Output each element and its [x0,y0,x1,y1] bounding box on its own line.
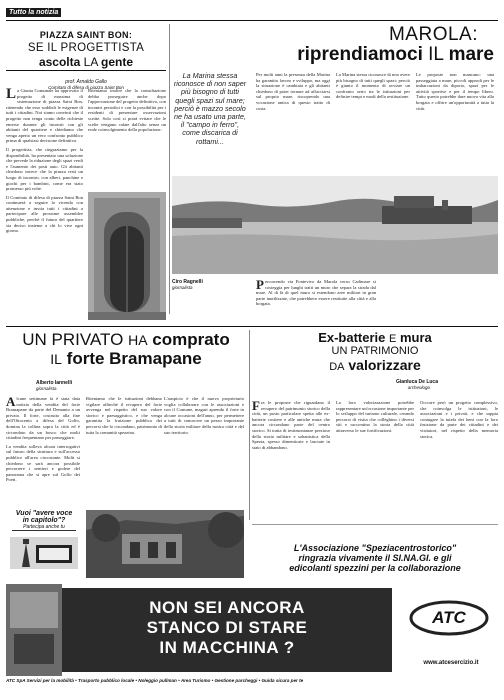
drop-cap: P [256,279,264,292]
marola-bay-photo [172,176,498,274]
forte-paragraph: L'auspicio è che il nuovo proprietario voglia collaborare con le associazioni e con il Comune, magari aprendo il forte in alcune occasioni dell'anno, per permettere a tutti di conoscere un pezzo importante della storia militare della nostra città e del suo territorio. [164,396,244,435]
left-paragraph: Il progettista, che ringraziamo per la disponibilità, ha presentato una soluzione che prevede la riduzione degli spazi verdi e l'aumento dei posti auto. Gli abitanti chiedono invece che la piazza resti un luogo di incontro, con alberi, panchine e giochi per i bambini, come era stato promesso più volte. [6,146,83,192]
drop-cap: L [6,88,17,102]
thanks-line-2: ringrazia vivamente il SI.NA.GI. e gli [298,553,452,563]
atc-logo-text: ATC [432,608,466,627]
left-kicker: PIAZZA SAINT BON: [39,30,133,40]
lighthouse-icon [6,533,82,571]
left-article [6,30,166,320]
forte-col-3 [164,396,244,506]
left-affiliation: Comitato di difesa di piazza Saint Bon [48,85,124,90]
right-text-1: ercorrendo via Fontevivo da Marola verso Cadimare si costeggia per lunghi tratti un muro che separa la strada dal mare. Al di là di quel muro si estendono aree militari in gran parte inutilizzate, che potrebbero essere restituite alla città e alla borgata. [256,279,376,307]
forte-col-1 [6,396,80,506]
ad-line-3: IN MACCHINA ? [159,638,295,657]
batterie-paragraph: Occorre però un progetto complessivo, che coinvolga le istituzioni, le associazioni e i privati, e che sappia coniugare la tutela dei beni con la loro fruizione da parte dei cittadini e dei visitatori, nel rispetto della memoria storica. [420,400,498,439]
right-paragraph: Per molti anni la presenza della Marina ha garantito lavoro e sviluppo, ma oggi la situazione è cambiata e gli abitanti chiedono di poter tornare ad affacciarsi sul proprio mare, riscoprendo una vocazione antica di questo tratto di costa. [256,72,330,111]
left-text-1: a Giunta Comunale ha approvato il progetto di massima di sistemazione di piazza Saint Bon, ritenendo che esso soddisfi le esigenze di tutti i cittadini. Noi siamo convinti che il progetto non tenga conto delle richieste emerse durante gli incontri con gli abitanti del quartiere e chiediamo che venga aperto un vero confronto pubblico prima di qualsiasi decisione definitiva. [6,88,83,144]
left-headline-1: SE IL PROGETTISTA [27,42,145,54]
thanks-box [252,524,498,582]
forte-headline-word-4: IL [50,351,62,367]
left-col-1 [6,88,83,318]
left-col-2 [88,88,166,188]
batterie-headline-word-1: Ex-batterie [318,330,386,345]
forte-headline-word-3: comprato [152,330,230,349]
left-paragraph: Riteniamo inoltre che la consultazione debba proseguire anche dopo l'approvazione del progetto definitivo, con incontri periodici e con la possibilità per i residenti di presentare osservazioni scritte. Solo così si potrà evitare che le scelte vengano calate dall'alto senza un reale coinvolgimento della popolazione. [88,88,166,133]
right-headline-word-1: riprendiamoci [297,44,423,65]
section-tag: Tutto la notizia [6,8,61,17]
batterie-col-1 [252,400,330,518]
left-byline: prof. Arnaldo Gallo [65,79,107,85]
forte-col-2 [86,396,162,506]
section-rule [6,326,498,327]
right-col-1 [256,279,376,319]
right-pullquote: La Marina stessa riconosce di non saper più bisogno di tutti quegli spazi sul mare; perciò è mazzo secolo ne ha usato una parte, il "campo in ferro", come discarica di rottami... [173,71,247,146]
batterie-headline-word-2: E [389,333,397,345]
forte-paragraph: Riteniamo che le istituzioni debbano vigilare affinché il recupero del forte avvenga nel rispetto del suo valore storico e paesaggistico, e che venga garantita la fruizione pubblica dei percorsi che lo circondano, patrimonio di tutta la comunità spezzina. [86,396,162,435]
building-photo [88,192,166,320]
ad-line-2: STANCO DI STARE [146,618,308,637]
ad-url[interactable]: www.atcesercizio.it [423,660,479,666]
drop-cap: F [252,400,260,413]
column-divider [169,24,170,314]
forte-paragraph: La vendita solleva alcuni interrogativi sul futuro della struttura e sull'accesso pubblico all'area circostante. Molti si chiedono se sarà ancora possibile percorrere i sentieri e godere del panorama che si apre sul Golfo dei Poeti. [6,443,80,483]
right-author: Ciro Ragnelli [172,279,203,285]
forte-byline-role: giornalista [36,386,57,391]
promo-box[interactable] [6,510,82,578]
forte-headline-word-5: forte Bramapane [66,349,202,368]
batterie-col-2 [336,400,414,518]
batterie-headline-word-4: DA [329,361,345,373]
drop-cap: A [6,396,16,409]
middle-divider [249,330,250,520]
batterie-headline-1 [252,330,498,345]
ad-photo-left [6,584,62,676]
fort-photo [86,510,244,578]
promo-line-1: Vuoi "avere voce [15,510,73,517]
promo-line-2: in capitolo"? [22,517,66,524]
left-paragraph: Il Comitato di difesa di piazza Saint Bon continuerà a seguire la vicenda con attenzione e invita tutti i cittadini a partecipare alle prossime assemblee pubbliche, perché il futuro del quartiere sia deciso insieme a chi lo vive ogni giorno. [6,194,83,234]
forte-headline-1 [6,330,246,350]
forte-headline-word-2: HA [128,332,148,348]
batterie-paragraph [252,400,330,450]
right-col-2 [256,72,330,172]
atc-ad-banner[interactable] [6,584,498,688]
header-rule [6,20,498,21]
batterie-headline-3 [252,357,498,373]
forte-paragraph [6,396,80,441]
right-headline [172,44,498,66]
right-col-3 [336,72,410,172]
right-headline-word-3: mare [448,44,494,65]
batterie-paragraph: La loro valorizzazione potrebbe rappresentare un'occasione importante per lo sviluppo del turismo culturale, creando percorsi di visita che colleghino i diversi siti e raccontino la storia della città attraverso le sue fortificazioni. [336,400,414,433]
ad-line-1: NON SEI ANCORA [149,598,305,617]
thanks-line-1: L'Associazione "Speziacentrostorico" [293,543,457,553]
left-headline-word-2: LA [83,55,98,69]
forte-headline-2 [6,349,246,369]
batterie-text-1: ra le proposte che riguardano il recupero del patrimonio storico della città, un posto particolare spetta alle ex-batterie costiere e alle antiche mura che ancora circondano parte del centro storico. Si tratta di testimonianze preziose della storia militare e urbanistica della Spezia, spesso dimenticate e lasciate in stato di abbandono. [252,400,330,450]
right-headline-word-2: IL [428,44,444,65]
left-headline-word-3: gente [101,55,134,69]
right-kicker: MAROLA: [388,24,478,45]
right-article [172,24,498,324]
right-paragraph: Le proposte non mancano: una passeggiata a mare, piccoli approdi per le imbarcazioni da diporto, spazi per le attività sportive e per il tempo libero. Tutto questo potrebbe dare nuova vita alla borgata e offrire un'opportunità a tutta la città. [416,72,494,111]
batterie-headline-word-3: mura [400,330,432,345]
right-paragraph [256,279,376,307]
left-headline-2 [6,55,166,69]
promo-line-3: Partecipa anche tu [12,524,76,531]
batterie-byline-role: archeologo [407,385,430,390]
batterie-col-3 [420,400,498,518]
forte-text-1: lcune settimane fa è stata data notizia della vendita del forte Bramapane da parte del Demanio a un privato. Il forte, costruito alla fine dell'Ottocento a difesa del Golfo, domina la collina sopra la città ed è circondato da un bosco che molti cittadini frequentano per passeggiare. [6,396,80,441]
atc-logo [406,598,492,648]
batterie-byline: Gianluca De Luca [396,379,438,385]
forte-byline: Alberto Iannelli [36,380,73,386]
right-paragraph: La Marina stessa riconosce di non avere più bisogno di tutti quegli spazi; perciò è giunto il momento di avviare un confronto serio tra le istituzioni per definire tempi e modi della restituzione. [336,72,410,100]
forte-headline-word-1: UN PRIVATO [22,330,124,349]
thanks-line-3: edicolanti spezzini per la collaborazione [289,563,461,573]
batterie-headline-word-5: valorizzare [348,357,421,373]
ad-headline-box [62,588,392,672]
left-paragraph [6,88,83,144]
batterie-article [252,330,498,520]
ad-footer: ATC SpA Servizi per la mobilità • Trasporto pubblico locale • Noleggio pullman • Area Turismo • Gestione parcheggi • Guida sicura per te [6,678,304,683]
batterie-headline-2: UN PATRIMONIO [331,345,419,357]
left-rule [6,70,166,71]
right-col-4 [416,72,494,172]
right-author-role: giornalista [172,285,193,290]
left-headline-word-1: ascolta [38,55,81,69]
